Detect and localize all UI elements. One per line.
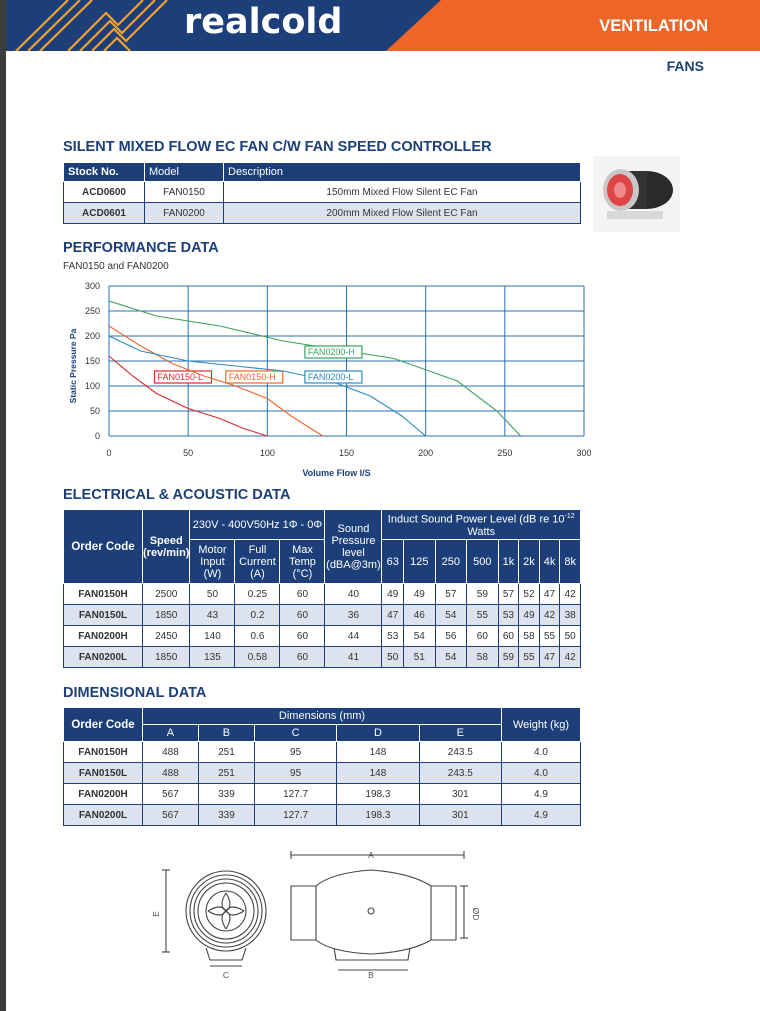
value-cell: 135 [190, 647, 235, 668]
order-code-cell: FAN0200H [64, 784, 143, 805]
x-tick-label: 100 [259, 448, 275, 458]
value-cell: 567 [143, 805, 199, 826]
band-4k: 4k [539, 540, 560, 584]
value-cell: 0.58 [235, 647, 280, 668]
electrical-table [63, 509, 581, 668]
band-500: 500 [467, 540, 499, 584]
dim-label-e: E [151, 911, 161, 917]
band-250: 250 [435, 540, 467, 584]
col-full-current: Full Current (A) [235, 540, 280, 584]
value-cell: 0.25 [235, 584, 280, 605]
dimension-drawing [146, 848, 486, 983]
table-row [64, 647, 581, 668]
x-tick-label: 150 [338, 448, 355, 458]
value-cell: 60 [280, 584, 325, 605]
value-cell: 243.5 [419, 742, 501, 763]
value-cell: 53 [382, 626, 404, 647]
value-cell: 4.9 [502, 805, 581, 826]
value-cell: 198.3 [337, 784, 419, 805]
col-sound-pressure: Sound Pressure level (dBA@3m) [325, 510, 382, 584]
value-cell: 58 [467, 647, 499, 668]
value-cell: 47 [539, 584, 560, 605]
value-cell: 148 [337, 742, 419, 763]
col-description: Description [224, 163, 581, 182]
description-cell: 200mm Mixed Flow Silent EC Fan [224, 203, 581, 224]
col-dim-d: D [337, 725, 419, 742]
value-cell: 55 [467, 605, 499, 626]
band-2k: 2k [519, 540, 540, 584]
col-model: Model [145, 163, 224, 182]
value-cell: 0.6 [235, 626, 280, 647]
table-row [64, 805, 581, 826]
value-cell: 57 [498, 584, 519, 605]
value-cell: 59 [467, 584, 499, 605]
value-cell: 42 [560, 584, 581, 605]
x-axis-label: Volume Flow l/S [302, 468, 371, 478]
value-cell: 41 [325, 647, 382, 668]
brand-logo: realcold [184, 2, 343, 42]
series-line-fan0200-h [109, 301, 521, 436]
value-cell: 127.7 [254, 784, 336, 805]
x-tick-label: 200 [418, 448, 434, 458]
col-dim-a: A [143, 725, 199, 742]
value-cell: 301 [419, 784, 501, 805]
value-cell: 54 [435, 605, 467, 626]
value-cell: 55 [519, 647, 540, 668]
value-cell: 49 [382, 584, 404, 605]
value-cell: 567 [143, 784, 199, 805]
value-cell: 59 [498, 647, 519, 668]
stock-no-cell: ACD0600 [64, 182, 145, 203]
col-induct-sound [382, 510, 581, 540]
value-cell: 95 [254, 763, 336, 784]
value-cell: 1850 [143, 605, 190, 626]
band-8k: 8k [560, 540, 581, 584]
value-cell: 38 [560, 605, 581, 626]
model-cell: FAN0200 [145, 203, 224, 224]
model-cell: FAN0150 [145, 182, 224, 203]
table-row [64, 605, 581, 626]
series-legend-label: FAN0150-L [157, 372, 204, 382]
electrical-title: ELECTRICAL & ACOUSTIC DATA [63, 487, 291, 503]
series-legend-label: FAN0200-H [307, 347, 355, 357]
table-row [64, 784, 581, 805]
y-tick-label: 100 [84, 381, 100, 391]
value-cell: 60 [467, 626, 499, 647]
x-tick-label: 0 [106, 448, 112, 458]
dim-label-b: B [368, 970, 374, 980]
col-weight: Weight (kg) [502, 708, 581, 742]
value-cell: 1850 [143, 647, 190, 668]
value-cell: 47 [382, 605, 404, 626]
x-tick-label: 50 [183, 448, 194, 458]
dimensional-title: DIMENSIONAL DATA [63, 685, 207, 701]
order-code-cell: FAN0150H [64, 584, 143, 605]
value-cell: 53 [498, 605, 519, 626]
stock-no-cell: ACD0601 [64, 203, 145, 224]
value-cell: 0.2 [235, 605, 280, 626]
dim-label-a: A [368, 850, 374, 860]
value-cell: 44 [325, 626, 382, 647]
order-code-cell: FAN0150L [64, 605, 143, 626]
performance-title: PERFORMANCE DATA [63, 240, 219, 256]
value-cell: 50 [382, 647, 404, 668]
col-stock-no: Stock No. [64, 163, 145, 182]
table-row [64, 203, 581, 224]
y-tick-label: 150 [84, 356, 100, 366]
value-cell: 52 [519, 584, 540, 605]
value-cell: 50 [560, 626, 581, 647]
value-cell: 60 [498, 626, 519, 647]
value-cell: 56 [435, 626, 467, 647]
value-cell: 301 [419, 805, 501, 826]
value-cell: 4.9 [502, 784, 581, 805]
subsection-title: FANS [666, 58, 704, 74]
value-cell: 95 [254, 742, 336, 763]
value-cell: 4.0 [502, 742, 581, 763]
band-1k: 1k [498, 540, 519, 584]
dimensional-table [63, 707, 581, 826]
table-row [64, 626, 581, 647]
performance-subtitle: FAN0150 and FAN0200 [63, 261, 169, 272]
value-cell: 36 [325, 605, 382, 626]
value-cell: 49 [404, 584, 436, 605]
order-code-cell: FAN0200L [64, 647, 143, 668]
y-tick-label: 200 [84, 331, 100, 341]
induct-label: Induct Sound Power Level (dB re 10 [387, 513, 565, 526]
value-cell: 60 [280, 626, 325, 647]
series-legend-label: FAN0150-H [228, 372, 276, 382]
value-cell: 42 [560, 647, 581, 668]
brand-stripes-graphic [6, 0, 176, 51]
value-cell: 42 [539, 605, 560, 626]
table-row [64, 584, 581, 605]
dim-label-c: C [222, 970, 230, 980]
datasheet-page [6, 0, 760, 1011]
value-cell: 488 [143, 742, 199, 763]
value-cell: 251 [198, 742, 254, 763]
value-cell: 46 [404, 605, 436, 626]
col-motor-input: Motor Input (W) [190, 540, 235, 584]
order-code-cell: FAN0200L [64, 805, 143, 826]
value-cell: 40 [325, 584, 382, 605]
y-tick-label: 0 [94, 431, 100, 441]
value-cell: 2500 [143, 584, 190, 605]
value-cell: 47 [539, 647, 560, 668]
table-row [64, 763, 581, 784]
value-cell: 54 [404, 626, 436, 647]
value-cell: 243.5 [419, 763, 501, 784]
y-tick-label: 250 [84, 306, 100, 316]
col-dim-e: E [419, 725, 501, 742]
band-63: 63 [382, 540, 404, 584]
col-speed: Speed (rev/min) [143, 510, 190, 584]
col-max-temp: Max Temp (°C) [280, 540, 325, 584]
induct-unit: Watts [467, 525, 496, 538]
value-cell: 339 [198, 784, 254, 805]
series-legend-label: FAN0200-L [307, 372, 354, 382]
x-tick-label: 300 [576, 448, 592, 458]
order-code-cell: FAN0200H [64, 626, 143, 647]
description-cell: 150mm Mixed Flow Silent EC Fan [224, 182, 581, 203]
performance-chart [56, 274, 596, 484]
table-row [64, 742, 581, 763]
value-cell: 58 [519, 626, 540, 647]
band-125: 125 [404, 540, 436, 584]
value-cell: 198.3 [337, 805, 419, 826]
value-cell: 488 [143, 763, 199, 784]
value-cell: 51 [404, 647, 436, 668]
y-axis-label: Static Pressure Pa [68, 328, 78, 404]
col-order-code: Order Code [64, 708, 143, 742]
value-cell: 4.0 [502, 763, 581, 784]
value-cell: 50 [190, 584, 235, 605]
induct-exponent: -12 [564, 513, 575, 521]
value-cell: 251 [198, 763, 254, 784]
value-cell: 60 [280, 647, 325, 668]
value-cell: 43 [190, 605, 235, 626]
header-bar [6, 0, 760, 51]
y-tick-label: 50 [89, 406, 100, 416]
order-code-cell: FAN0150L [64, 763, 143, 784]
col-supply: 230V - 400V50Hz 1Φ - 0Φ [190, 510, 325, 540]
value-cell: 60 [280, 605, 325, 626]
fan-product-image [593, 156, 680, 232]
x-tick-label: 250 [497, 448, 513, 458]
product-table [63, 162, 581, 224]
col-dimensions: Dimensions (mm) [143, 708, 502, 725]
dim-label-d: ØD [471, 907, 481, 921]
col-dim-c: C [254, 725, 336, 742]
y-tick-label: 300 [84, 281, 100, 291]
value-cell: 339 [198, 805, 254, 826]
value-cell: 2450 [143, 626, 190, 647]
col-dim-b: B [198, 725, 254, 742]
order-code-cell: FAN0150H [64, 742, 143, 763]
col-order-code: Order Code [64, 510, 143, 584]
section-title: VENTILATION [599, 17, 708, 35]
value-cell: 140 [190, 626, 235, 647]
value-cell: 54 [435, 647, 467, 668]
value-cell: 57 [435, 584, 467, 605]
table-row [64, 182, 581, 203]
product-title: SILENT MIXED FLOW EC FAN C/W FAN SPEED CONTROLLER [63, 139, 492, 155]
value-cell: 55 [539, 626, 560, 647]
value-cell: 49 [519, 605, 540, 626]
value-cell: 148 [337, 763, 419, 784]
value-cell: 127.7 [254, 805, 336, 826]
